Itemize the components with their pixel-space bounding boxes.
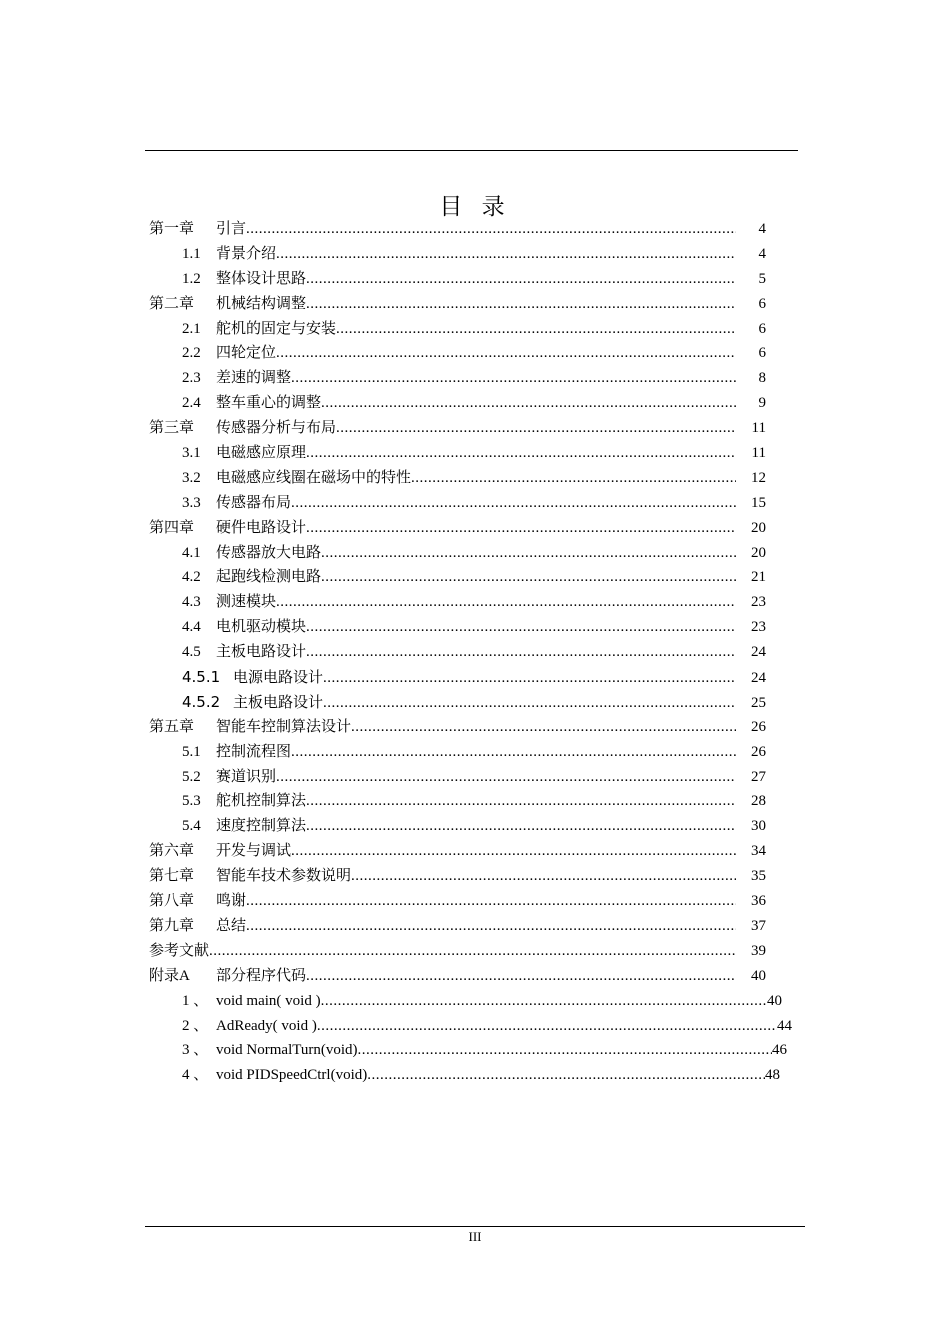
toc-entry[interactable] — [182, 789, 766, 814]
toc-leader-dots — [321, 391, 736, 416]
toc-entry-label: void NormalTurn(void) — [216, 1042, 358, 1059]
toc-entry[interactable] — [149, 217, 766, 242]
toc-row — [149, 1038, 809, 1063]
toc-entry[interactable] — [182, 341, 766, 366]
toc-entry-label: 机械结构调整 — [216, 295, 307, 312]
toc-entry-label: void main( void ) — [216, 992, 321, 1009]
toc-leader-dots — [321, 989, 767, 1014]
toc-entry-number: 5.2 — [182, 768, 201, 785]
page-number: III — [468, 1229, 482, 1244]
toc-entry-label: 电机驱动模块 — [216, 619, 307, 636]
toc-entry-number: 2.4 — [182, 395, 201, 412]
toc-entry-page: 37 — [751, 917, 766, 934]
toc-leader-dots — [317, 1014, 777, 1039]
toc-row — [149, 217, 809, 242]
toc-entry-number: 4 、 — [182, 1067, 209, 1084]
toc-row — [149, 317, 809, 342]
toc-entry-number: 第一章 — [149, 221, 195, 237]
toc-entry-label: 四轮定位 — [216, 345, 277, 362]
toc-entry-label: 起跑线检测电路 — [216, 569, 322, 586]
toc-row — [149, 615, 809, 640]
toc-row — [149, 366, 809, 391]
toc-entry-number: 2.2 — [182, 345, 201, 362]
toc-leader-dots — [306, 964, 736, 989]
toc-leader-dots — [209, 939, 736, 964]
toc-entry-label: 传感器放大电路 — [216, 544, 322, 561]
toc-entry-number: 5.1 — [182, 743, 201, 760]
toc-entry[interactable] — [149, 864, 766, 889]
toc-entry-number: 4.2 — [182, 569, 201, 586]
toc-row — [149, 516, 809, 541]
toc-entry[interactable] — [182, 565, 766, 590]
toc-entry-label: 参考文献 — [149, 942, 210, 959]
toc-entry-page: 24 — [751, 670, 766, 687]
toc-entry[interactable] — [182, 491, 766, 516]
toc-entry-number: 2 、 — [182, 1017, 209, 1034]
toc-entry-page: 5 — [758, 270, 766, 287]
toc-entry-number: 4.5 — [182, 644, 201, 661]
toc-row — [149, 590, 809, 615]
toc-row — [149, 640, 809, 665]
toc-row — [149, 964, 809, 989]
toc-entry-page: 15 — [751, 494, 766, 511]
toc-entry-page: 4 — [758, 245, 766, 262]
toc-leader-dots — [306, 814, 736, 839]
toc-entry-page: 40 — [767, 992, 782, 1009]
toc-entry[interactable] — [182, 1038, 792, 1063]
toc-entry[interactable] — [182, 267, 766, 292]
toc-leader-dots — [276, 590, 736, 615]
toc-entry-label: 智能车技术参数说明 — [216, 868, 352, 885]
table-of-contents — [149, 217, 809, 1088]
toc-entry[interactable] — [149, 292, 766, 317]
toc-entry-label: 速度控制算法 — [216, 818, 307, 835]
toc-row — [149, 715, 809, 740]
toc-leader-dots — [306, 789, 736, 814]
toc-row — [149, 839, 809, 864]
toc-leader-dots — [306, 292, 736, 317]
toc-entry-page: 23 — [751, 594, 766, 611]
toc-entry-label: AdReady( void ) — [216, 1017, 317, 1034]
toc-entry-number: 第三章 — [149, 420, 195, 437]
toc-leader-dots — [246, 889, 736, 914]
toc-leader-dots — [306, 615, 736, 640]
toc-entry-label: 主板电路设计 — [233, 694, 324, 711]
toc-entry-page: 12 — [751, 469, 766, 486]
toc-entry-number: 5.3 — [182, 793, 201, 810]
toc-entry-label: 部分程序代码 — [216, 967, 307, 984]
toc-entry[interactable] — [182, 765, 766, 790]
toc-entry-number: 2.3 — [182, 370, 201, 387]
toc-entry-page: 20 — [751, 519, 766, 536]
toc-entry-page: 27 — [751, 768, 766, 785]
toc-row — [149, 242, 809, 267]
toc-entry[interactable] — [149, 964, 766, 989]
toc-entry-page: 11 — [751, 420, 766, 437]
toc-entry[interactable] — [149, 715, 766, 740]
toc-entry-label: 整车重心的调整 — [216, 395, 322, 412]
toc-entry-page: 6 — [758, 295, 766, 312]
toc-entry-page: 21 — [751, 569, 766, 586]
toc-entry-page: 35 — [751, 868, 766, 885]
toc-entry-number: 第二章 — [149, 295, 195, 312]
toc-leader-dots — [246, 914, 736, 939]
toc-entry-page: 30 — [751, 818, 766, 835]
toc-entry-number: 1.1 — [182, 245, 201, 262]
toc-row — [149, 565, 809, 590]
toc-entry-label: 舵机的固定与安装 — [216, 320, 337, 337]
toc-entry[interactable] — [182, 366, 766, 391]
toc-row — [149, 1063, 809, 1088]
toc-entry[interactable] — [182, 317, 766, 342]
toc-entry-page: 6 — [758, 345, 766, 362]
toc-leader-dots — [306, 267, 736, 292]
toc-row — [149, 441, 809, 466]
toc-row — [149, 864, 809, 889]
toc-entry-page: 48 — [765, 1067, 780, 1084]
toc-row — [149, 939, 809, 964]
toc-leader-dots — [336, 416, 736, 441]
toc-row — [149, 665, 809, 690]
toc-row — [149, 491, 809, 516]
header-rule — [145, 150, 798, 151]
toc-entry[interactable] — [149, 889, 766, 914]
toc-row — [149, 765, 809, 790]
toc-row — [149, 740, 809, 765]
toc-entry-page: 26 — [751, 743, 766, 760]
toc-leader-dots — [336, 317, 736, 342]
toc-entry-number: 第五章 — [149, 718, 195, 735]
toc-entry-number: 1.2 — [182, 270, 201, 287]
toc-entry-page: 23 — [751, 619, 766, 636]
toc-entry-number: 2.1 — [182, 320, 201, 337]
toc-entry[interactable] — [182, 989, 787, 1014]
toc-row — [149, 814, 809, 839]
footer-rule — [145, 1226, 805, 1227]
toc-entry-label: 电磁感应线圈在磁场中的特性 — [216, 469, 412, 486]
toc-leader-dots — [306, 441, 736, 466]
toc-entry-number: 3.2 — [182, 469, 201, 486]
toc-entry[interactable] — [182, 814, 766, 839]
toc-entry-page: 24 — [751, 644, 766, 661]
toc-entry[interactable] — [182, 541, 766, 566]
toc-entry-number: 第四章 — [149, 519, 195, 536]
toc-entry[interactable] — [182, 242, 766, 267]
toc-leader-dots — [246, 217, 736, 242]
toc-row — [149, 789, 809, 814]
toc-entry-number: 3 、 — [182, 1042, 209, 1059]
toc-entry-label: 硬件电路设计 — [216, 519, 307, 536]
toc-leader-dots — [276, 242, 736, 267]
toc-leader-dots — [323, 666, 736, 691]
toc-row — [149, 541, 809, 566]
toc-entry-page: 6 — [758, 320, 766, 337]
toc-entry[interactable] — [182, 690, 766, 716]
toc-row — [149, 989, 809, 1014]
toc-entry-page: 40 — [751, 967, 766, 984]
toc-entry-page: 20 — [751, 544, 766, 561]
toc-entry[interactable] — [149, 914, 766, 939]
toc-row — [149, 292, 809, 317]
toc-entry-number: 1 、 — [182, 992, 209, 1009]
toc-leader-dots — [321, 541, 736, 566]
toc-leader-dots — [306, 640, 736, 665]
toc-entry[interactable] — [149, 839, 766, 864]
toc-leader-dots — [306, 516, 736, 541]
toc-entry-page: 26 — [751, 718, 766, 735]
toc-entry[interactable] — [182, 640, 766, 665]
page-title: 目 录 — [439, 194, 511, 220]
toc-entry-label: 智能车控制算法设计 — [216, 718, 352, 735]
toc-entry-page: 9 — [758, 395, 766, 412]
toc-entry-number: 3.3 — [182, 494, 201, 511]
toc-entry-page: 44 — [777, 1017, 792, 1034]
toc-leader-dots — [276, 765, 736, 790]
toc-entry[interactable] — [149, 416, 766, 441]
toc-entry[interactable] — [182, 466, 766, 491]
toc-entry-page: 8 — [758, 370, 766, 387]
toc-entry-label: 引言 — [216, 221, 247, 237]
toc-leader-dots — [291, 740, 736, 765]
toc-entry-label: 舵机控制算法 — [216, 793, 307, 810]
toc-leader-dots — [291, 839, 736, 864]
toc-row — [149, 1014, 809, 1039]
toc-entry-page: 36 — [751, 893, 766, 910]
toc-entry-number: 附录A — [149, 967, 190, 984]
toc-entry-label: 传感器布局 — [216, 494, 292, 511]
toc-entry-page: 46 — [772, 1042, 787, 1059]
toc-row — [149, 690, 809, 715]
toc-row — [149, 914, 809, 939]
toc-entry[interactable] — [182, 1014, 797, 1039]
toc-entry-number: 4.4 — [182, 619, 201, 636]
toc-entry-label: 整体设计思路 — [216, 270, 307, 287]
toc-entry-label: 差速的调整 — [216, 370, 292, 387]
toc-entry-label: 电源电路设计 — [233, 670, 324, 687]
toc-leader-dots — [411, 466, 736, 491]
toc-entry-number: 第八章 — [149, 893, 195, 910]
toc-entry[interactable] — [182, 441, 766, 466]
toc-entry-number: 第七章 — [149, 868, 195, 885]
toc-row — [149, 466, 809, 491]
toc-leader-dots — [351, 715, 736, 740]
toc-row — [149, 889, 809, 914]
toc-leader-dots — [291, 491, 736, 516]
toc-entry-number: 第九章 — [149, 917, 195, 934]
toc-row — [149, 267, 809, 292]
toc-leader-dots — [276, 341, 736, 366]
toc-leader-dots — [291, 366, 736, 391]
toc-row — [149, 391, 809, 416]
toc-leader-dots — [351, 864, 736, 889]
toc-entry[interactable] — [182, 391, 766, 416]
toc-row — [149, 416, 809, 441]
toc-leader-dots — [321, 565, 736, 590]
toc-entry-label: 总结 — [216, 917, 247, 934]
toc-entry-label: 赛道识别 — [216, 768, 277, 785]
toc-entry-page: 4 — [758, 221, 766, 237]
toc-entry[interactable] — [182, 615, 766, 640]
toc-entry-label: 电磁感应原理 — [216, 445, 307, 462]
toc-entry-number: 5.4 — [182, 818, 201, 835]
toc-entry[interactable] — [149, 939, 766, 964]
toc-entry-number: 3.1 — [182, 445, 201, 462]
toc-entry-page: 39 — [751, 942, 766, 959]
toc-leader-dots — [358, 1038, 772, 1063]
toc-entry[interactable] — [182, 590, 766, 615]
toc-row — [149, 341, 809, 366]
toc-entry-number: 4.3 — [182, 594, 201, 611]
toc-entry-label: 测速模块 — [216, 594, 277, 611]
toc-entry-label: 控制流程图 — [216, 743, 292, 760]
toc-entry-label: 鸣谢 — [216, 893, 247, 910]
toc-leader-dots — [323, 691, 736, 716]
toc-entry[interactable] — [182, 665, 766, 691]
toc-leader-dots — [367, 1063, 765, 1088]
toc-entry-label: void PIDSpeedCtrl(void) — [216, 1067, 368, 1084]
toc-entry-page: 28 — [751, 793, 766, 810]
toc-entry-page: 34 — [751, 843, 766, 860]
toc-entry-page: 25 — [751, 694, 766, 711]
toc-entry[interactable] — [149, 516, 766, 541]
toc-entry-label: 背景介绍 — [216, 245, 277, 262]
toc-entry-number: 4.1 — [182, 544, 201, 561]
toc-entry-label: 传感器分析与布局 — [216, 420, 337, 437]
toc-entry[interactable] — [182, 1063, 785, 1088]
toc-entry-label: 开发与调试 — [216, 843, 292, 860]
toc-entry-number: 第六章 — [149, 843, 195, 860]
toc-entry-label: 主板电路设计 — [216, 644, 307, 661]
toc-entry-number: 4.5.1 — [182, 668, 221, 687]
toc-entry-page: 11 — [751, 445, 766, 462]
toc-entry[interactable] — [182, 740, 766, 765]
toc-entry-number: 4.5.2 — [182, 692, 221, 711]
